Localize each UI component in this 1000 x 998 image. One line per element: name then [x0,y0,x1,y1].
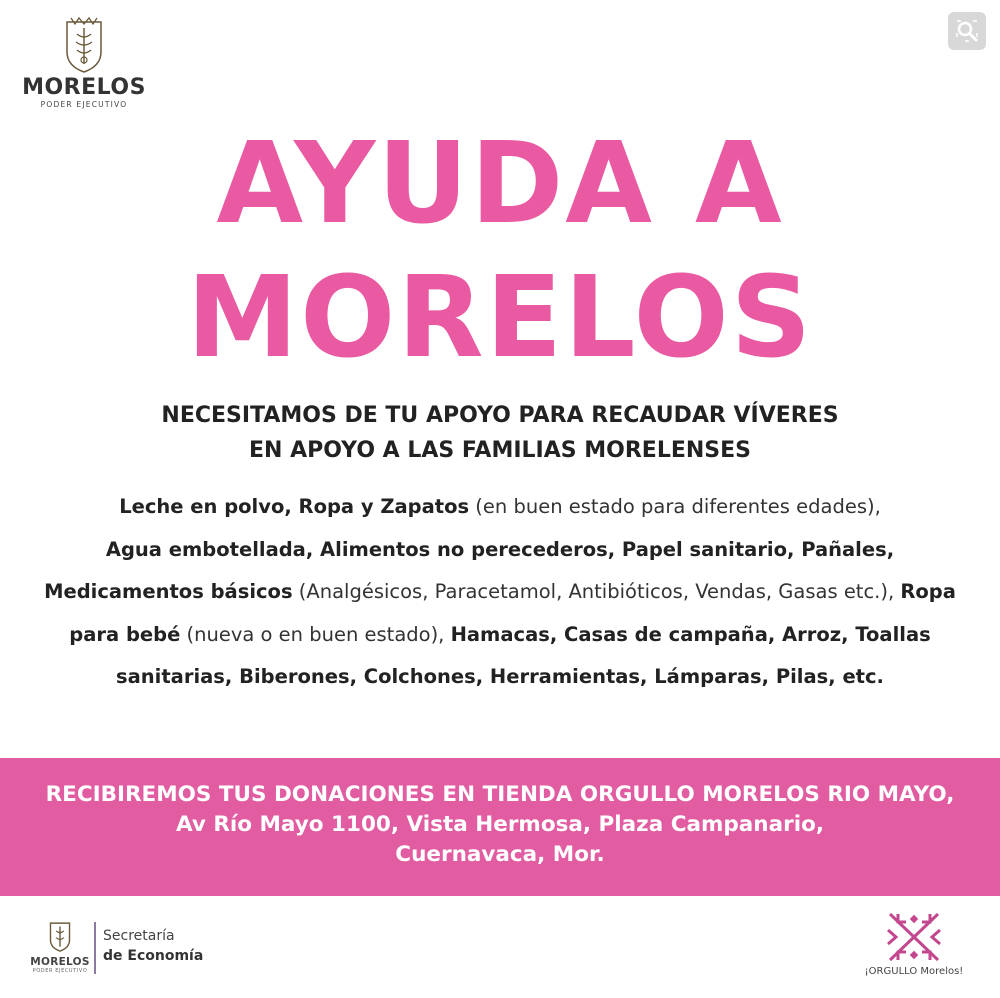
item-medicamentos-note: (Analgésicos, Paracetamol, Antibióticos, Vendas, Gasas etc.), [292,580,901,603]
divider [94,922,96,974]
brand-name: MORELOS [22,75,146,100]
item-leche-ropa-zapatos: Leche en polvo, Ropa y Zapatos [119,495,470,518]
morelos-crest-small-icon [46,918,74,954]
magnifier-icon [956,20,978,42]
banner-line-1: RECIBIREMOS TUS DONACIONES EN TIENDA ORGULLO MORELOS RIO MAYO, [45,782,955,807]
zoom-button[interactable] [948,12,986,50]
item-medicamentos: Medicamentos básicos [44,580,293,603]
banner-line-3: Cuernavaca, Mor. [395,842,605,867]
item-ropa-bebe-note: (nueva o en buen estado), [180,622,451,646]
orgullo-morelos-x-icon [884,910,944,964]
banner-line-2: Av Río Mayo 1100, Vista Hermosa, Plaza Campanario, [175,812,825,837]
headline-line-1: AYUDA A [216,119,784,249]
donation-banner [0,758,1000,896]
item-rest: Hamacas, Casas de campaña, Arroz, Toallas sanitarias, Biberones, Colchones, Herramientas, Lámparas, Pilas, etc. [116,622,931,688]
intro-line-2: EN APOYO A LAS FAMILIAS MORELENSES [249,438,751,463]
brand-subtitle: PODER EJECUTIVO [40,100,128,109]
secretaria-economia-logo [30,918,230,978]
item-line-2: Agua embotellada, Alimentos no perecederos, Papel sanitario, Pañales, [105,537,895,561]
morelos-crest-icon [59,16,109,74]
footer-brand-subtitle: PODER EJECUTIVO [32,968,88,974]
orgullo-morelos-text: ¡ORGULLO Morelos! [864,966,964,977]
morelos-logo [18,16,150,109]
intro-text [0,398,1000,468]
intro-line-1: NECESITAMOS DE TU APOYO PARA RECAUDAR VÍVERES [161,403,839,428]
secretaria-label: Secretaría [103,928,175,944]
footer-brand: MORELOS [30,956,90,968]
economia-label: de Economía [103,948,204,964]
item-ropa-bebe: Ropa para bebé [69,580,956,646]
orgullo-morelos-logo [854,910,974,990]
headline-line-2: MORELOS [186,253,814,383]
donation-items [20,486,980,699]
item-leche-note: (en buen estado para diferentes edades), [469,495,881,518]
